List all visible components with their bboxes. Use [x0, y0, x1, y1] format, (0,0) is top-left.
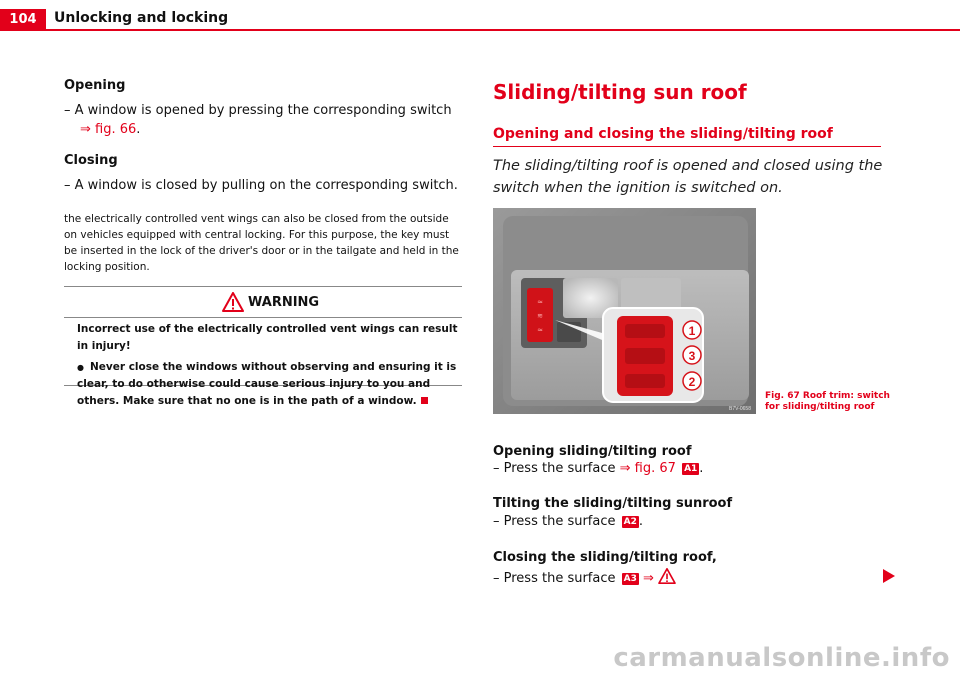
tilt-heading-text: Tilting the sliding/tilting sunroof [493, 496, 733, 511]
bullet: ● [77, 363, 84, 372]
opening-step [64, 101, 462, 139]
warning-line-1: Incorrect use of the electrically controlled vent wings can result in injury! [77, 323, 458, 352]
warning-triangle-icon [222, 292, 244, 312]
running-title: Unlocking and locking [54, 10, 229, 26]
fig-67-link[interactable]: ⇒ fig. 67 [619, 461, 676, 476]
closing-heading: Closing [64, 153, 118, 168]
tilt-step-text: – Press the surface [493, 514, 616, 529]
tilt-step: – Press the surface A2 . [493, 514, 644, 529]
warning-line-2-text: Never close the windows without observing and ensuring it is clear, to do otherwise could cause serious injury to you and others. Make sure that no one is in the path of a window. [77, 361, 457, 407]
fig-66-link[interactable]: ⇒ fig. 66 [80, 122, 137, 137]
svg-text:≋: ≋ [537, 312, 543, 320]
figure-caption: Fig. 67 Roof trim: switch for sliding/tilting roof [765, 391, 890, 412]
sub-title: Opening and closing the sliding/tilting roof [493, 126, 833, 142]
open-heading [493, 440, 893, 459]
opening-step-text: – A window is opened by pressing the corresponding switch [64, 103, 452, 118]
svg-text:≈: ≈ [537, 298, 543, 306]
badge-a3: A3 [623, 574, 637, 584]
callout-3: 3 [688, 349, 696, 363]
figure-67-image [493, 208, 756, 414]
svg-text:≈: ≈ [537, 326, 543, 334]
badge-a1: A1 [684, 464, 698, 474]
header-rule [0, 29, 960, 31]
sub-title-rule [493, 146, 881, 147]
opening-heading: Opening [64, 78, 126, 93]
callout-1: 1 [688, 324, 696, 338]
open-step: – Press the surface ⇒ fig. 67 A1 . [493, 461, 704, 476]
warning-line-2 [77, 359, 459, 410]
lead-text: The sliding/tilting roof is opened and closed using the switch when the ignition is switched on. [493, 158, 883, 196]
next-page-arrow-icon[interactable] [883, 569, 895, 583]
end-mark [421, 397, 428, 404]
warning-box [64, 286, 462, 407]
close-step-text: – Press the surface [493, 571, 616, 586]
page-number: 104 [0, 9, 46, 30]
close-heading-text: Closing the sliding/tilting roof, [493, 550, 717, 565]
closing-step: – A window is closed by pulling on the corresponding switch. [64, 178, 458, 193]
warning-header [64, 287, 462, 317]
opening-step-end: . [136, 122, 141, 137]
warning-ref-icon[interactable] [658, 568, 676, 584]
open-step-text: – Press the surface [493, 461, 616, 476]
watermark: carmanualsonline.info [613, 643, 950, 673]
section-title: Sliding/tilting sun roof [493, 80, 747, 104]
warning-body [77, 321, 459, 410]
callout-2: 2 [688, 375, 696, 389]
close-step [493, 568, 893, 586]
page-header [0, 0, 960, 30]
roof-trim-illustration [493, 208, 756, 414]
warning-title: WARNING [248, 295, 320, 310]
badge-a2: A2 [623, 517, 637, 527]
warning-ref-link[interactable]: ⇒ [643, 571, 654, 586]
open-heading-text: Opening sliding/tilting roof [493, 444, 692, 459]
note-text: the electrically controlled vent wings can also be closed from the outside on vehicles equipped with central locking. For this purpose, the key must be inserted in the lock of the driver's door or in the tailgate and held in the locking position. [64, 213, 459, 273]
tilt-heading [493, 492, 893, 511]
left-column [64, 78, 462, 275]
close-heading [493, 546, 893, 565]
warning-rule [64, 317, 462, 318]
figure-code: B7V-0658 [729, 406, 751, 412]
